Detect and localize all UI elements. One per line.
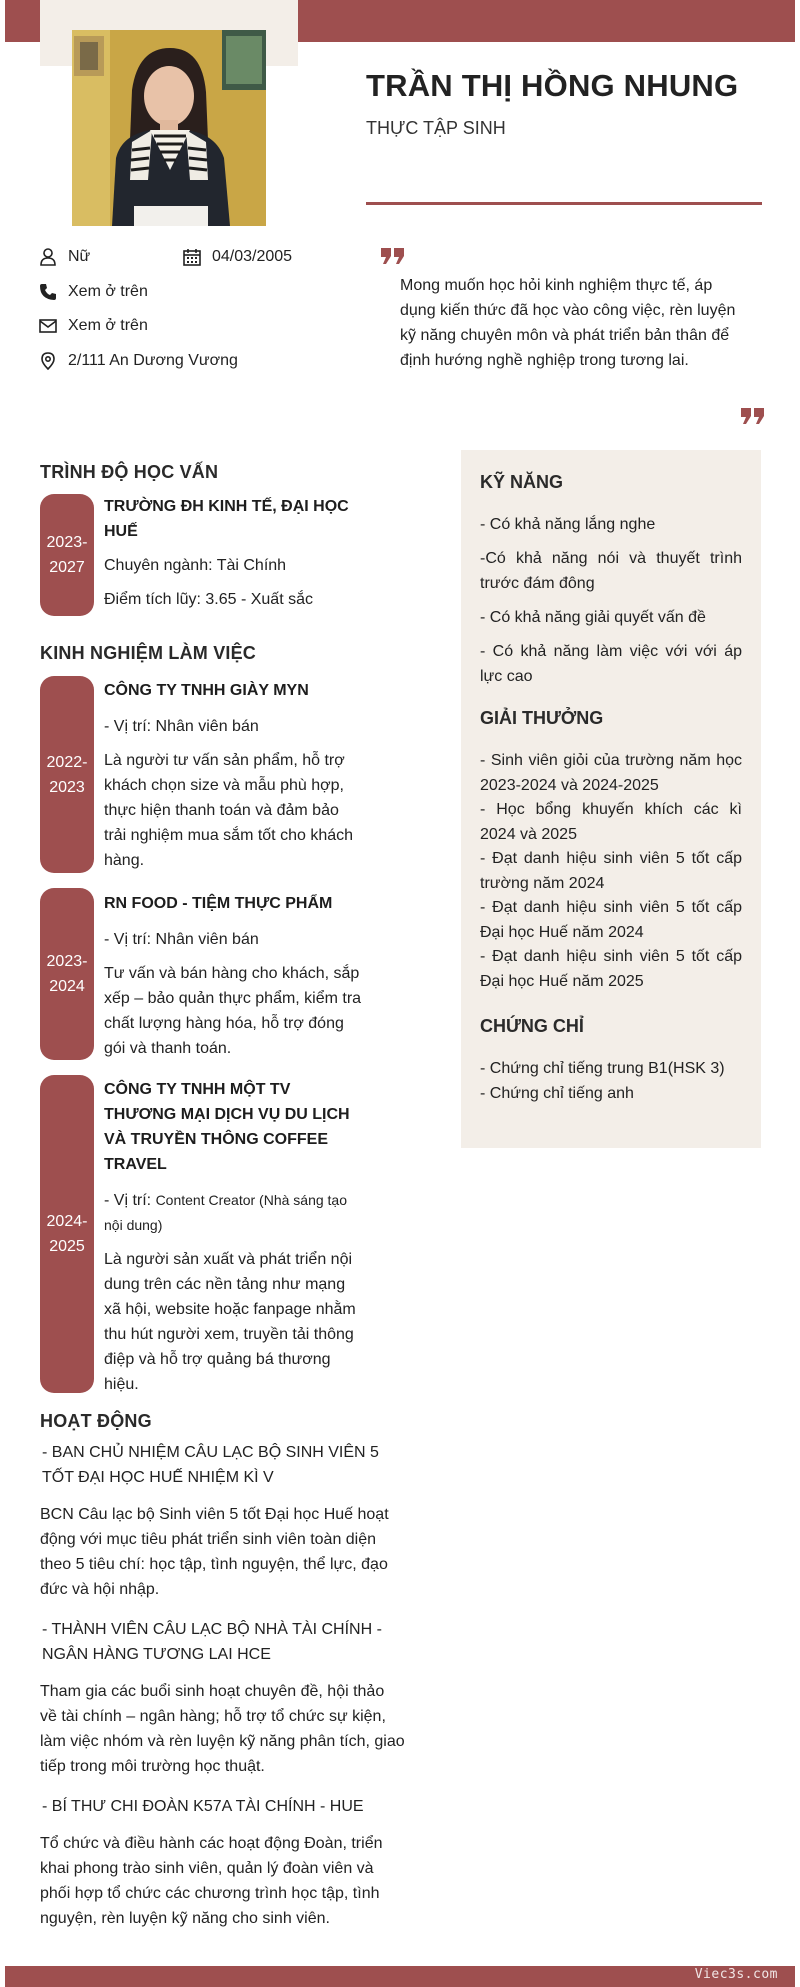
contact-birthday: [182, 247, 292, 267]
address-value: 2/111 An Dương Vương: [68, 352, 238, 369]
location-pin-icon: [38, 351, 58, 371]
job-description: Là người tư vấn sản phẩm, hỗ trợ khách chọn size và mẫu phù hợp, thực hiện thanh toán và đảm bảo trải nghiệm mua sắm tốt cho khách hàng.: [104, 752, 354, 869]
activity-heading: - BÍ THƯ CHI ĐOÀN K57A TÀI CHÍNH - HUE: [42, 1798, 364, 1815]
birthday-value: 04/03/2005: [212, 248, 293, 265]
contact-gender: [38, 247, 90, 267]
activity-description: BCN Câu lạc bộ Sinh viên 5 tốt Đại học Huế hoạt động với mục tiêu phát triển sinh viên toàn diện theo 5 tiêu chí: học tập, tình nguyện, thể lực, đạo đức và hội nhập.: [40, 1506, 389, 1598]
experience-years-pill: [40, 1075, 94, 1393]
skill-item: - Có khả năng giải quyết vấn đề: [480, 609, 706, 626]
experience-entry: [104, 678, 362, 873]
experience-years-pill: [40, 888, 94, 1060]
contact-address: [38, 351, 238, 371]
skill-item: - Có khả năng làm việc với với áp lực cao: [480, 643, 742, 685]
job-position: THỰC TẬP SINH: [366, 118, 506, 138]
career-objective: Mong muốn học hỏi kinh nghiệm thực tế, áp dụng kiến thức đã học vào công việc, rèn luyện kỹ năng chuyên môn và phát triển bản thân để định hướng nghề nghiệp trong tương lai.: [400, 277, 736, 369]
education-years: 2023- 2027: [46, 534, 88, 576]
gender-value: Nữ: [68, 248, 91, 265]
experience-title: KINH NGHIỆM LÀM VIỆC: [40, 643, 257, 663]
contact-phone: [38, 282, 148, 302]
envelope-icon: [38, 316, 58, 336]
experience-years: 2024- 2025: [46, 1213, 88, 1255]
job-description: Là người sản xuất và phát triển nội dung trên các nền tảng như mạng xã hội, website hoặc fanpage nhằm thu hút người xem, truyền tải thông điệp và hỗ trợ quảng bá thương hiệu.: [104, 1251, 356, 1393]
job-role: - Vị trí: Nhân viên bán: [104, 718, 259, 735]
company-name: RN FOOD - TIỆM THỰC PHẨM: [104, 895, 333, 912]
activity-heading: - THÀNH VIÊN CÂU LẠC BỘ NHÀ TÀI CHÍNH - NGÂN HÀNG TƯƠNG LAI HCE: [42, 1621, 382, 1663]
education-title: TRÌNH ĐỘ HỌC VẤN: [40, 462, 219, 482]
activity-description: Tổ chức và điều hành các hoạt động Đoàn, triển khai phong trào sinh viên, quản lý đoàn viên và phối hợp tổ chức các chương trình học tập, tình nguyện, rèn luyện kỹ năng cho sinh viên.: [40, 1835, 383, 1927]
skill-item: - Có khả năng lắng nghe: [480, 516, 656, 533]
award-item: - Sinh viên giỏi của trường năm học 2023-2024 và 2024-2025: [480, 752, 742, 794]
quote-close-icon: [740, 407, 766, 425]
gpa: Điểm tích lũy: 3.65 - Xuất sắc: [104, 591, 313, 608]
activities-title: HOẠT ĐỘNG: [40, 1411, 152, 1431]
activity-heading: - BAN CHỦ NHIỆM CÂU LẠC BỘ SINH VIÊN 5 TỐT ĐẠI HỌC HUẾ NHIỆM KÌ V: [42, 1444, 379, 1486]
candidate-name: TRẦN THỊ HỒNG NHUNG: [366, 68, 739, 103]
email-value: Xem ở trên: [68, 317, 148, 334]
phone-icon: [38, 282, 58, 302]
quote-open-icon: [380, 247, 406, 265]
award-item: - Đạt danh hiệu sinh viên 5 tốt cấp Đại học Huế năm 2025: [480, 948, 742, 990]
bottom-band: [5, 1966, 795, 1987]
skills-title: KỸ NĂNG: [480, 472, 564, 492]
company-name: CÔNG TY TNHH MỘT TV THƯƠNG MẠI DỊCH VỤ DU LỊCH VÀ TRUYỀN THÔNG COFFEE TRAVEL: [104, 1081, 350, 1173]
education-entry: [104, 494, 354, 612]
job-description: Tư vấn và bán hàng cho khách, sắp xếp – bảo quản thực phẩm, kiểm tra chất lượng hàng hóa, hỗ trợ đóng gói và thanh toán.: [104, 965, 362, 1057]
profile-photo: [72, 30, 266, 226]
experience-years-pill: [40, 676, 94, 873]
award-item: - Học bổng khuyến khích các kì 2024 và 2025: [480, 801, 742, 843]
user-icon: [38, 247, 58, 267]
calendar-icon: [182, 247, 202, 267]
company-name: CÔNG TY TNHH GIÀY MYN: [104, 682, 309, 699]
awards-title: GIẢI THƯỞNG: [480, 708, 604, 728]
watermark: Viec3s.com: [694, 1967, 778, 1982]
education-years-pill: [40, 494, 94, 616]
major: Chuyên ngành: Tài Chính: [104, 557, 287, 574]
certificate-item: - Chứng chỉ tiếng anh: [480, 1085, 634, 1102]
job-role: [104, 1188, 362, 1238]
job-role-prefix: - Vị trí:: [104, 1192, 156, 1209]
certificate-item: - Chứng chỉ tiếng trung B1(HSK 3): [480, 1060, 725, 1077]
job-role: - Vị trí: Nhân viên bán: [104, 931, 259, 948]
experience-years: 2023- 2024: [46, 953, 88, 995]
experience-years: 2022- 2023: [46, 753, 88, 796]
experience-entry: [104, 891, 362, 1061]
experience-entry: [104, 1077, 362, 1397]
job-role-value: Content Creator (Nhà sáng tạo nội dung): [104, 1192, 348, 1233]
school-name: TRƯỜNG ĐH KINH TẾ, ĐẠI HỌC HUẾ: [104, 498, 349, 540]
award-item: - Đạt danh hiệu sinh viên 5 tốt cấp Đại học Huế năm 2024: [480, 899, 742, 941]
phone-value: Xem ở trên: [68, 283, 148, 300]
name-divider: [366, 202, 762, 205]
skill-item: -Có khả năng nói và thuyết trình trước đám đông: [480, 550, 742, 592]
award-item: - Đạt danh hiệu sinh viên 5 tốt cấp trường năm 2024: [480, 850, 742, 892]
contact-email: [38, 316, 148, 336]
certificates-title: CHỨNG CHỈ: [480, 1016, 584, 1036]
activity-description: Tham gia các buổi sinh hoạt chuyên đề, hội thảo về tài chính – ngân hàng; hỗ trợ tổ chức sự kiện, làm việc nhóm và rèn luyện kỹ năng phân tích, giao tiếp trong môi trường học thuật.: [40, 1683, 405, 1775]
